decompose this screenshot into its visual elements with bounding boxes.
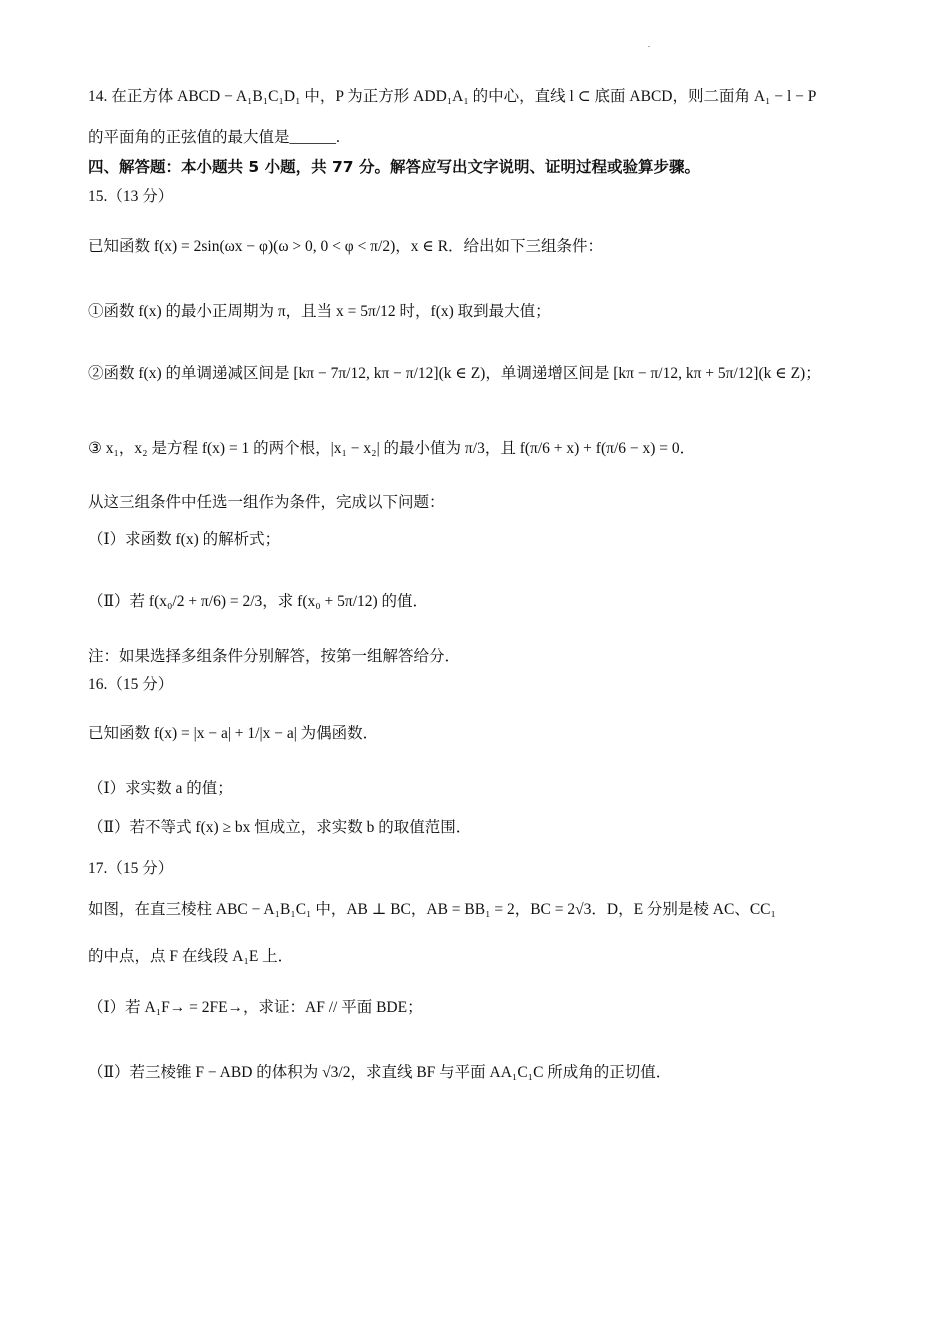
q15-part-1: （Ⅰ）求函数 f(x) 的解析式； <box>88 531 281 548</box>
q16-part-1: （Ⅰ）求实数 a 的值； <box>88 780 233 797</box>
q15-condition-1: ①函数 f(x) 的最小正周期为 π，且当 x = 5π/12 时，f(x) 取到最大值； <box>88 303 551 320</box>
section-heading: 四、解答题：本小题共 5 小题，共 77 分。解答应写出文字说明、证明过程或验算步骤。 <box>88 158 700 176</box>
q15-stem: 已知函数 f(x) = 2sin(ωx − φ)(ω > 0, 0 < φ < π/2)，x ∈ R．给出如下三组条件： <box>88 238 604 255</box>
q15-heading: 15.（13 分） <box>88 188 174 205</box>
header-mark: . <box>648 40 650 49</box>
q17-stem-line2: 的中点，点 F 在线段 A₁E 上． <box>88 948 294 965</box>
q14-line1: 14. 在正方体 ABCD − A₁B₁C₁D₁ 中，P 为正方形 ADD₁A₁ 的中心，直线 l ⊂ 底面 ABCD，则二面角 A₁ − l − P <box>88 88 817 105</box>
q16-heading: 16.（15 分） <box>88 676 174 693</box>
q17-part-1: （Ⅰ）若 A₁F→ = 2FE→，求证：AF // 平面 BDE； <box>88 999 423 1016</box>
q14-line2: 的平面角的正弦值的最大值是______. <box>88 129 340 146</box>
q15-condition-3: ③ x₁，x₂ 是方程 f(x) = 1 的两个根，|x₁ − x₂| 的最小值为 π/3，且 f(π/6 + x) + f(π/6 − x) = 0． <box>88 440 696 457</box>
q16-part-2: （Ⅱ）若不等式 f(x) ≥ bx 恒成立，求实数 b 的取值范围． <box>88 819 472 836</box>
q17-stem-line1: 如图，在直三棱柱 ABC − A₁B₁C₁ 中，AB ⊥ BC，AB = BB₁ = 2，BC = 2√3．D，E 分别是棱 AC、CC₁ <box>88 901 776 918</box>
q17-heading: 17.（15 分） <box>88 860 174 877</box>
q17-part-2: （Ⅱ）若三棱锥 F − ABD 的体积为 √3/2，求直线 BF 与平面 AA₁C₁C 所成角的正切值． <box>88 1064 672 1081</box>
q15-choose: 从这三组条件中任选一组作为条件，完成以下问题： <box>88 494 445 511</box>
q15-part-2: （Ⅱ）若 f(x₀/2 + π/6) = 2/3，求 f(x₀ + 5π/12) 的值． <box>88 593 429 610</box>
q16-stem: 已知函数 f(x) = |x − a| + 1/|x − a| 为偶函数． <box>88 725 379 742</box>
q15-note: 注：如果选择多组条件分别解答，按第一组解答给分． <box>88 648 461 665</box>
q15-condition-2: ②函数 f(x) 的单调递减区间是 [kπ − 7π/12, kπ − π/12](k ∈ Z)，单调递增区间是 [kπ − π/12, kπ + 5π/12](k ∈ Z)； <box>88 365 821 382</box>
